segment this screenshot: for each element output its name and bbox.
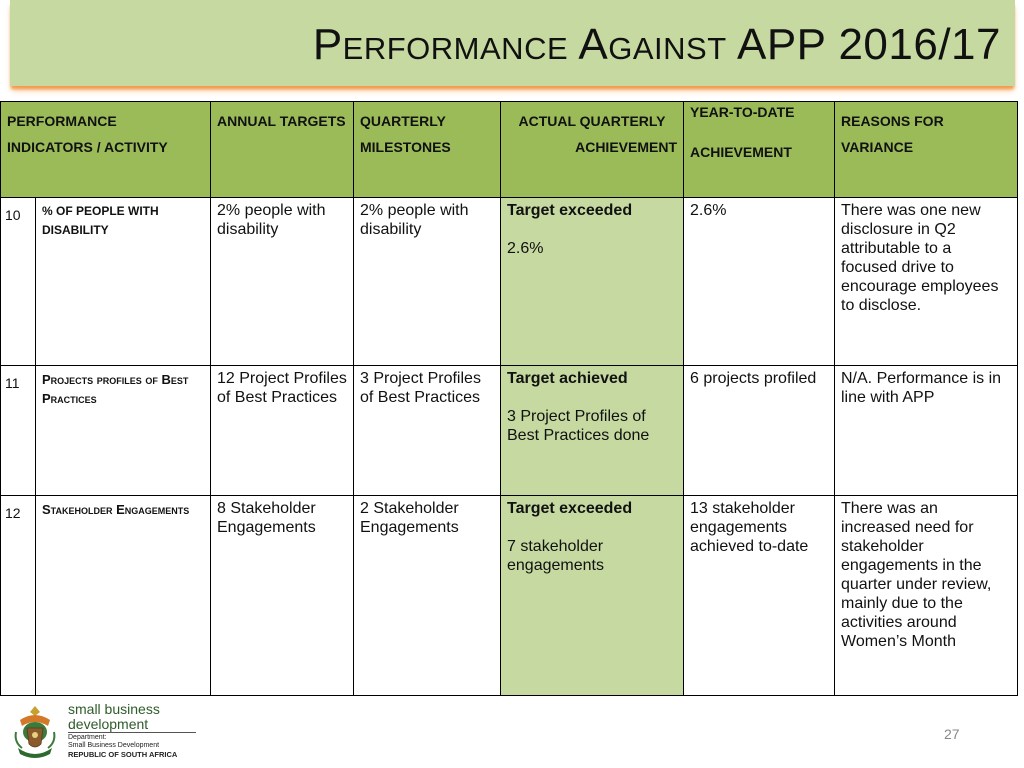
header-ytd-achievement xyxy=(684,102,835,198)
ytd-cell: 13 stakeholder engagements achieved to-date xyxy=(684,496,835,696)
row-number: 10 xyxy=(1,198,36,366)
table-row xyxy=(1,496,1018,696)
actual-achievement-cell xyxy=(501,366,684,496)
header-actual-line2: ACHIEVEMENT xyxy=(575,139,677,155)
actual-detail: 7 stakeholder engagements xyxy=(507,538,604,574)
actual-detail: 3 Project Profiles of Best Practices done xyxy=(507,408,650,444)
header-actual-line1: ACTUAL QUARTERLY xyxy=(518,113,666,129)
performance-table xyxy=(0,101,1018,696)
ytd-cell: 2.6% xyxy=(684,198,835,366)
indicator-text: % OF PEOPLE WITH DISABILITY xyxy=(42,204,159,237)
annual-target-cell: 8 Stakeholder Engagements xyxy=(211,496,354,696)
row-number: 11 xyxy=(1,366,36,496)
logo-name-line2: development xyxy=(68,716,149,732)
logo-dept-line1: Department: xyxy=(68,734,107,741)
indicator-cell xyxy=(36,198,211,366)
quarterly-milestone-cell: 2 Stakeholder Engagements xyxy=(354,496,501,696)
actual-achievement-cell xyxy=(501,496,684,696)
actual-achievement-cell xyxy=(501,198,684,366)
table-row xyxy=(1,198,1018,366)
ytd-cell: 6 projects profiled xyxy=(684,366,835,496)
table-row xyxy=(1,366,1018,496)
indicator-cell xyxy=(36,366,211,496)
logo-dept-line2: Small Business Development xyxy=(68,742,160,749)
header-quarterly-milestones: QUARTERLY MILESTONES xyxy=(354,102,501,198)
reason-cell: There was one new disclosure in Q2 attributable to a focused drive to encourage employees to disclose. xyxy=(835,198,1018,366)
header-indicator: PERFORMANCE INDICATORS / ACTIVITY xyxy=(1,102,211,198)
annual-target-cell: 12 Project Profiles of Best Practices xyxy=(211,366,354,496)
actual-status: Target exceeded xyxy=(507,202,633,219)
page-number: 27 xyxy=(944,726,960,742)
table-header-row xyxy=(1,102,1018,198)
quarterly-milestone-cell: 3 Project Profiles of Best Practices xyxy=(354,366,501,496)
annual-target-cell: 2% people with disability xyxy=(211,198,354,366)
quarterly-milestone-cell: 2% people with disability xyxy=(354,198,501,366)
coat-of-arms-icon xyxy=(12,702,58,762)
row-number: 12 xyxy=(1,496,36,696)
page-title: Performance Against APP 2016/17 xyxy=(312,20,1001,69)
header-ytd-line2: ACHIEVEMENT xyxy=(690,144,792,160)
logo-department xyxy=(68,734,159,750)
title-banner xyxy=(10,0,1015,86)
actual-status: Target achieved xyxy=(507,370,628,387)
reason-cell: N/A. Performance is in line with APP xyxy=(835,366,1018,496)
actual-detail: 2.6% xyxy=(507,240,544,257)
actual-status: Target exceeded xyxy=(507,500,633,517)
header-annual-targets: ANNUAL TARGETS xyxy=(211,102,354,198)
indicator-text: Projects profiles of Best Practices xyxy=(42,372,189,406)
logo-wordmark xyxy=(68,702,160,732)
logo-country: REPUBLIC OF SOUTH AFRICA xyxy=(68,750,178,759)
indicator-text: Stakeholder Engagements xyxy=(42,502,190,517)
department-logo xyxy=(12,702,192,764)
header-actual-achievement xyxy=(501,102,684,198)
header-ytd-line1: YEAR-TO-DATE xyxy=(690,104,795,120)
indicator-cell xyxy=(36,496,211,696)
logo-name-line1: small business xyxy=(68,701,160,717)
header-reasons: REASONS FOR VARIANCE xyxy=(835,102,1018,198)
reason-cell: There was an increased need for stakeholder engagements in the quarter under review, mainly due to the activities around Women’s Month xyxy=(835,496,1018,696)
